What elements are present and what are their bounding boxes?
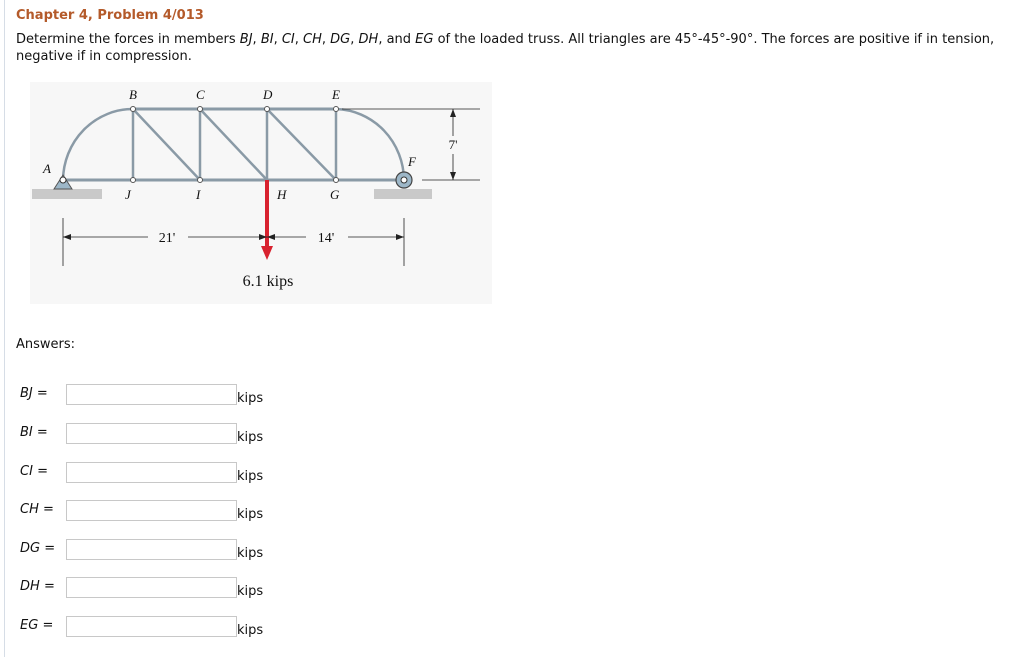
statement-text: , and [378,32,416,47]
unit-label: kips [237,430,264,445]
member-ref-bi: BI [260,32,274,47]
member-dg [267,109,336,180]
answer-input-bj[interactable] [66,384,237,405]
right-arc-member [336,109,404,180]
label-f: F [408,154,416,169]
answer-label [20,579,55,594]
answer-input-ci[interactable] [66,462,237,483]
load-arrow-head [261,246,273,260]
dim-label-left: 21' [158,231,176,246]
answer-row-dg [20,539,320,563]
member-ref-ci: CI [281,32,295,47]
equals-sign: = [44,541,56,556]
member-name: CI [20,464,33,479]
member-ch [200,109,267,180]
dim-label-height: 7' [448,137,458,152]
member-name: BI [20,425,33,440]
dim-arrow [396,234,404,240]
label-h: H [277,187,287,202]
problem-statement [16,31,1006,65]
answer-row-ch [20,500,320,524]
joint-c [198,107,203,112]
label-e: E [332,87,340,102]
unit-label: kips [237,584,264,599]
answer-input-ch[interactable] [66,500,237,521]
answers-heading: Answers: [16,337,76,352]
statement-text: , [294,32,304,47]
unit-label: kips [237,546,264,561]
label-c: C [196,87,205,102]
answer-input-bi[interactable] [66,423,237,444]
label-b: B [129,87,137,102]
member-name: DG [20,541,41,556]
answer-row-bj [20,384,320,408]
problem-title: Chapter 4, Problem 4/013 [16,8,204,23]
joint-labels [42,87,417,202]
answer-row-eg [20,616,320,640]
answer-label [20,425,48,440]
dim-arrow [63,234,71,240]
answer-row-dh [20,577,320,601]
answer-input-dg[interactable] [66,539,237,560]
vertical-dimension [342,109,480,180]
member-ref-eg: EG [415,32,434,47]
answer-row-ci [20,462,320,486]
answer-input-dh[interactable] [66,577,237,598]
joint-e [334,107,339,112]
answer-label [20,618,53,633]
joint-i [198,178,203,183]
equals-sign: = [43,579,55,594]
statement-text: , [350,32,359,47]
member-ref-bj: BJ [239,32,253,47]
label-i: I [196,187,201,202]
member-name: EG [20,618,39,633]
statement-text: of the loaded truss. All triangles are 45°-45°-90°. The forces are positive if in tension, negative if in compression. [16,32,995,64]
ground-left [32,189,102,199]
equals-sign: = [36,386,48,401]
truss-diagram [30,82,492,304]
answer-label [20,464,48,479]
member-name: DH [20,579,40,594]
horizontal-dimensions [63,218,404,266]
member-ref-dg: DG [330,32,351,47]
unit-label: kips [237,507,264,522]
equals-sign: = [37,464,48,479]
label-d: D [263,87,273,102]
truss-figure [30,82,492,304]
joint-j [131,178,136,183]
unit-label: kips [237,391,264,406]
joint-g [334,178,339,183]
answer-label [20,502,54,517]
answer-label [20,541,55,556]
statement-text: , [252,32,261,47]
equals-sign: = [36,425,48,440]
answer-label [20,386,48,401]
page-left-border [4,0,5,657]
answer-input-eg[interactable] [66,616,237,637]
equals-sign: = [42,618,54,633]
answer-row-bi [20,423,320,447]
member-name: BJ [20,386,33,401]
dim-arrow [450,172,456,180]
statement-text: Determine the forces in members [16,32,240,47]
joint-a [60,177,66,183]
joint-f [401,177,407,183]
dim-arrow [450,109,456,117]
member-ref-dh: DH [358,32,379,47]
unit-label: kips [237,623,264,638]
joint-b [131,107,136,112]
label-g: G [330,187,340,202]
member-bi [133,109,200,180]
statement-text: , [273,32,282,47]
statement-text: , [321,32,331,47]
equals-sign: = [43,502,54,517]
dim-label-right: 14' [317,231,335,246]
ground-right [374,189,432,199]
label-j: J [125,187,131,202]
unit-label: kips [237,469,264,484]
label-a: A [43,161,51,176]
member-ref-ch: CH [303,32,322,47]
member-name: CH [20,502,39,517]
load-label: 6.1 kips [242,273,294,290]
joint-d [265,107,270,112]
left-arc-member [63,109,133,180]
